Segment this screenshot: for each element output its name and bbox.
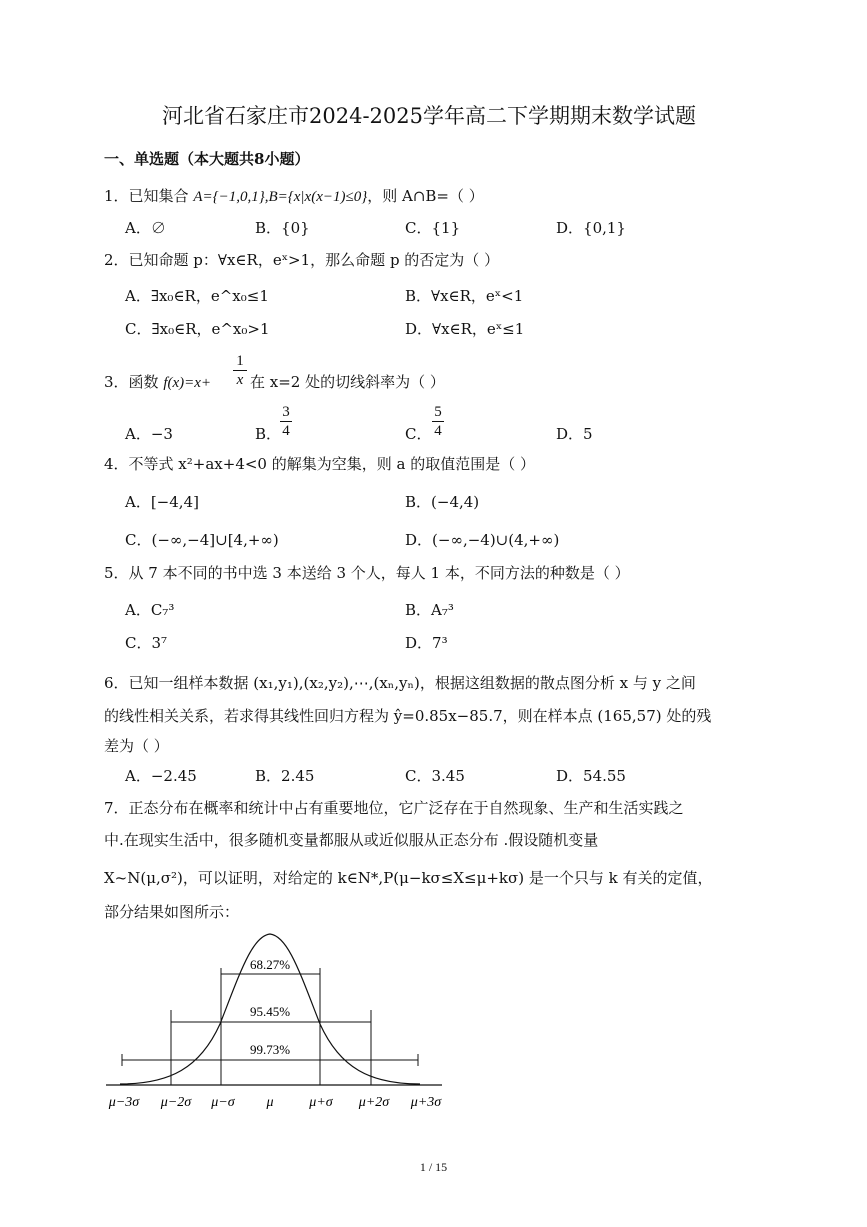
q3-option-d: D．5 [556,425,593,443]
q3-option-c-num: 5 [434,404,442,420]
q2-option-d: D．∀x∈R，eˣ≤1 [405,320,525,338]
page-title: 河北省石家庄市2024-2025学年高二下学期期末数学试题 [162,104,696,128]
q6-line2: 的线性相关关系，若求得其线性回归方程为 ŷ=0.85x−85.7，则在样本点 (165,57) 处的残 [104,707,712,725]
q1-option-a: A．∅ [125,219,166,237]
q3-stem-text: 3．函数 [104,373,159,391]
axis-label-mu-minus-3sigma: μ−3σ [108,1095,140,1110]
q3-option-b-den: 4 [282,423,290,439]
q4-option-b: B．(−4,4) [405,493,480,511]
q2-option-c: C．∃x₀∈R，e^x₀>1 [125,320,270,338]
section-heading: 一、单选题（本大题共8小题） [104,150,310,168]
q7-line3: X~N(μ,σ²)，可以证明，对给定的 k∈N*,P(μ−kσ≤X≤μ+kσ) 是一个只与 k 有关的定值， [104,869,713,887]
q6-option-a: A．−2.45 [125,767,197,785]
q3-option-b-num: 3 [282,404,290,420]
q1-option-b: B．{0} [255,219,310,237]
q4-option-d: D．(−∞,−4)∪(4,+∞) [405,531,560,549]
axis-label-mu-plus-sigma: μ+σ [309,1095,333,1110]
q5-stem: 5．从 7 本不同的书中选 3 本送给 3 个人，每人 1 本，不同方法的种数是（ ） [104,564,630,582]
q3-fraction [233,353,247,388]
q3-frac-denominator: x [236,372,244,388]
q6-line3: 差为（ ） [104,737,169,755]
q6-option-b: B．2.45 [255,767,315,785]
q7-line1: 7．正态分布在概率和统计中占有重要地位，它广泛存在于自然现象、生产和生活实践之 [104,799,684,817]
q3-frac-numerator: 1 [236,353,244,369]
axis-label-mu-minus-sigma: μ−σ [211,1095,235,1110]
q2-option-a: A．∃x₀∈R，e^x₀≤1 [125,287,269,305]
q1-expr: A={−1,0,1},B={x|x(x−1)≤0} [193,189,368,205]
label-95: 95.45% [249,1004,291,1019]
q5-option-b: B．A₇³ [405,601,454,619]
q7-line4: 部分结果如图所示： [104,903,240,921]
axis-label-mu: μ [266,1095,274,1110]
page-footer: 1 / 15 [419,1160,448,1174]
q3-expr: f(x)=x+ [163,375,212,391]
q2-stem: 2．已知命题 p：∀x∈R，eˣ>1，那么命题 p 的否定为（ ） [104,251,500,269]
q4-option-c: C．(−∞,−4]∪[4,+∞) [125,531,279,549]
q2-option-b: B．∀x∈R，eˣ<1 [405,287,524,305]
q3-option-b-label: B． [255,425,282,443]
q6-option-c: C．3.45 [405,767,465,785]
q4-option-a: A．[−4,4] [125,493,199,511]
q6-option-d: D．54.55 [556,767,626,785]
q1-stem [104,186,484,207]
q1-option-c: C．{1} [405,219,461,237]
q3-tail: 在 x=2 处的切线斜率为（ ） [250,373,445,391]
q1-stem-text: 1．已知集合 [104,187,189,205]
axis-label-mu-plus-3sigma: μ+3σ [410,1095,442,1110]
q3-option-c-fraction [432,404,444,439]
q6-line1: 6．已知一组样本数据 (x₁,y₁),(x₂,y₂),⋯,(xₙ,yₙ)，根据这组数据的散点图分析 x 与 y 之间 [104,674,696,692]
q1-tail: ，则 A∩B=（ ） [367,187,484,205]
q4-stem: 4．不等式 x²+ax+4<0 的解集为空集，则 a 的取值范围是（ ） [104,455,535,473]
q1-option-d: D．{0,1} [556,219,626,237]
q3-stem [104,372,211,393]
q3-option-c-den: 4 [434,423,442,439]
label-99: 99.73% [249,1042,291,1057]
q3-option-b-fraction [280,404,292,439]
q5-option-a: A．C₇³ [125,601,175,619]
label-68: 68.27% [249,957,291,972]
normal-distribution-figure [100,928,460,1113]
axis-label-mu-minus-2sigma: μ−2σ [160,1095,192,1110]
axis-label-mu-plus-2sigma: μ+2σ [358,1095,390,1110]
q3-option-a: A．−3 [125,425,173,443]
q7-line2: 中.在现实生活中，很多随机变量都服从或近似服从正态分布 .假设随机变量 [104,831,599,849]
q5-option-d: D．7³ [405,634,448,652]
q3-option-c-label: C． [405,425,432,443]
q5-option-c: C．3⁷ [125,634,168,652]
